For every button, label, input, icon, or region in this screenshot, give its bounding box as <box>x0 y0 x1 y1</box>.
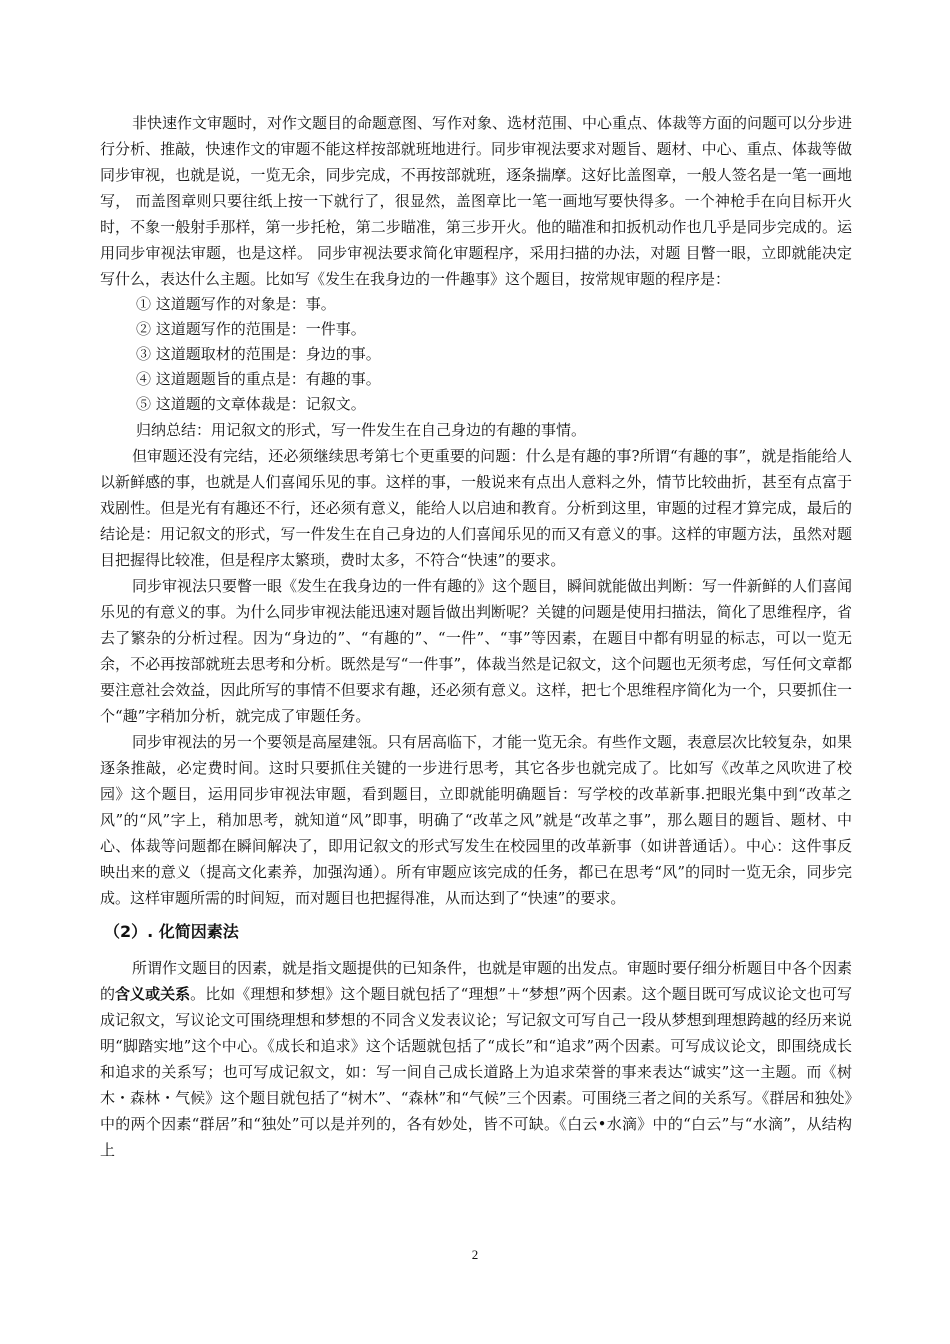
paragraph-2: 但审题还没有完结，还必须继续思考第七个更重要的问题：什么是有趣的事?所谓“有趣的事”，就是指能给人以新鲜感的事，也就是人们喜闻乐见的事。这样的事，一般说来有点出人意料之外，情节比较曲折，甚至有点富于戏剧性。但是光有有趣还不行，还必须有意义，能给人以启迪和教育。分析到这里，审题的过程才算完成，最后的结论是：用记叙文的形式，写一件发生在自己身边的人们喜闻乐见的而又有意义的事。这样的审题方法，虽然对题目把握得比较准，但是程序太繁琐，费时太多，不符合“快速”的要求。 <box>100 447 852 569</box>
section-heading: （2）. 化简因素法 <box>104 922 239 941</box>
paragraph-4: 同步审视法的另一个要领是高屋建瓴。只有居高临下，才能一览无余。有些作文题，表意层次比较复杂，如果逐条推敲，必定费时间。这时只要抓住关键的一步进行思考，其它各步也就完成了。比如写《改革之风吹进了校园》这个题目，运用同步审视法审题，看到题目，立即就能明确题旨：写学校的改革新事.把眼光集中到“改革之风”的“风”字上，稍加思考，就知道“风”即事，明确了“改革之风”就是“改革之事”，那么题目的题旨、题材、中心、体裁等问题都在瞬间解决了，即用记叙文的形式写发生在校园里的改革新事（如讲普通话）。中心：这件事反映出来的意义（提高文化素养，加强沟通）。所有审题应该完成的任务，都已在思考“风”的同时一览无余，同步完成。这样审题所需的时间短，而对题目也把握得准，从而达到了“快速”的要求。 <box>100 733 853 907</box>
document-body <box>100 110 852 1163</box>
list-item: ③ 这道题取材的范围是：身边的事。 <box>136 345 381 363</box>
paragraph-3: 同步审视法只要瞥一眼《发生在我身边的一件有趣的》这个题目，瞬间就能做出判断：写一件新鲜的人们喜闻乐见的有意义的事。为什么同步审视法能迅速对题旨做出判断呢？关键的问题是使用扫描法，简化了思维程序，省去了繁杂的分析过程。因为“身边的”、“有趣的”、“一件”、“事”等因素，在题目中都有明显的标志，可以一览无余，不必再按部就班去思考和分析。既然是写“一件事”，体裁当然是记叙文，这个问题也无须考虑，写任何文章都要注意社会效益，因此所写的事情不但要求有趣，还必须有意义。这样，把七个思维程序简化为一个，只要抓住一个“趣”字稍加分析，就完成了审题任务。 <box>100 577 853 725</box>
paragraph-5-bold-phrase: 含义或关系 <box>115 985 191 1003</box>
paragraph-1: 非快速作文审题时，对作文题目的命题意图、写作对象、选材范围、中心重点、体裁等方面的问题可以分步进行分析、推敲，快速作文的审题不能这样按部就班地进行。同步审视法要求对题旨、题材、中心、重点、体裁等做同步审视，也就是说，一览无余，同步完成，不再按部就班，逐条揣摩。这好比盖图章，一般人签名是一笔一画地写， 而盖图章则只要往纸上按一下就行了，很显然，盖图章比一笔一画地写要快得多。一个神枪手在向目标开火时，不象一般射手那样，第一步托枪，第二步瞄准，第三步开火。他的瞄准和扣扳机动作也几乎是同步完成的。运用同步审视法审题，也是这样。 同步审视法要求简化审题程序，采用扫描的办法，对题 目瞥一眼，立即就能决定写什么，表达什么主题。比如写《发生在我身边的一件趣事》这个题目，按常规审题的程序是： <box>100 114 853 288</box>
review-steps-list <box>100 292 852 417</box>
paragraph-5 <box>100 955 852 1163</box>
summary-line: 归纳总结：用记叙文的形式，写一件发生在自己身边的有趣的事情。 <box>136 421 587 439</box>
paragraph-5-text-b: 。比如《理想和梦想》这个题目就包括了“理想”＋“梦想”两个因素。这个题目既可写成议论文也可写成记叙文，写议论文可围绕理想和梦想的不同含义发表议论；写记叙文可写自己一段从梦想到理想跨越的经历来说明“脚踏实地”这个中心。《成长和追求》这个话题就包括了“成长”和“追求”两个因素。可写成议论文，即围绕成长和追求的关系写；也可写成记叙文，如：写一间自己成长道路上为追求荣誉的事来表达“诚实”这一主题。而《树木・森林・气候》这个题目就包括了“树木”、“森林”和“气候”三个因素。可围绕三者之间的关系写。《群居和独处》中的两个因素“群居”和“独处”可以是并列的，各有妙处，皆不可缺。《白云•水滴》中的“白云”与“水滴”，从结构上 <box>100 985 852 1159</box>
list-item: ① 这道题写作的对象是：事。 <box>136 295 336 313</box>
list-item: ⑤ 这道题的文章体裁是：记叙文。 <box>136 395 366 413</box>
paragraph-5-text-a: 所谓作文题目的因素，就是指文题提供的已知条件，也就是审题的出发点。审题时要仔细分析题目中各个因素的 <box>100 959 853 1003</box>
list-item: ② 这道题写作的范围是：一件事。 <box>136 320 366 338</box>
list-item: ④ 这道题题旨的重点是：有趣的事。 <box>136 370 381 388</box>
page-number: 2 <box>471 1247 479 1262</box>
